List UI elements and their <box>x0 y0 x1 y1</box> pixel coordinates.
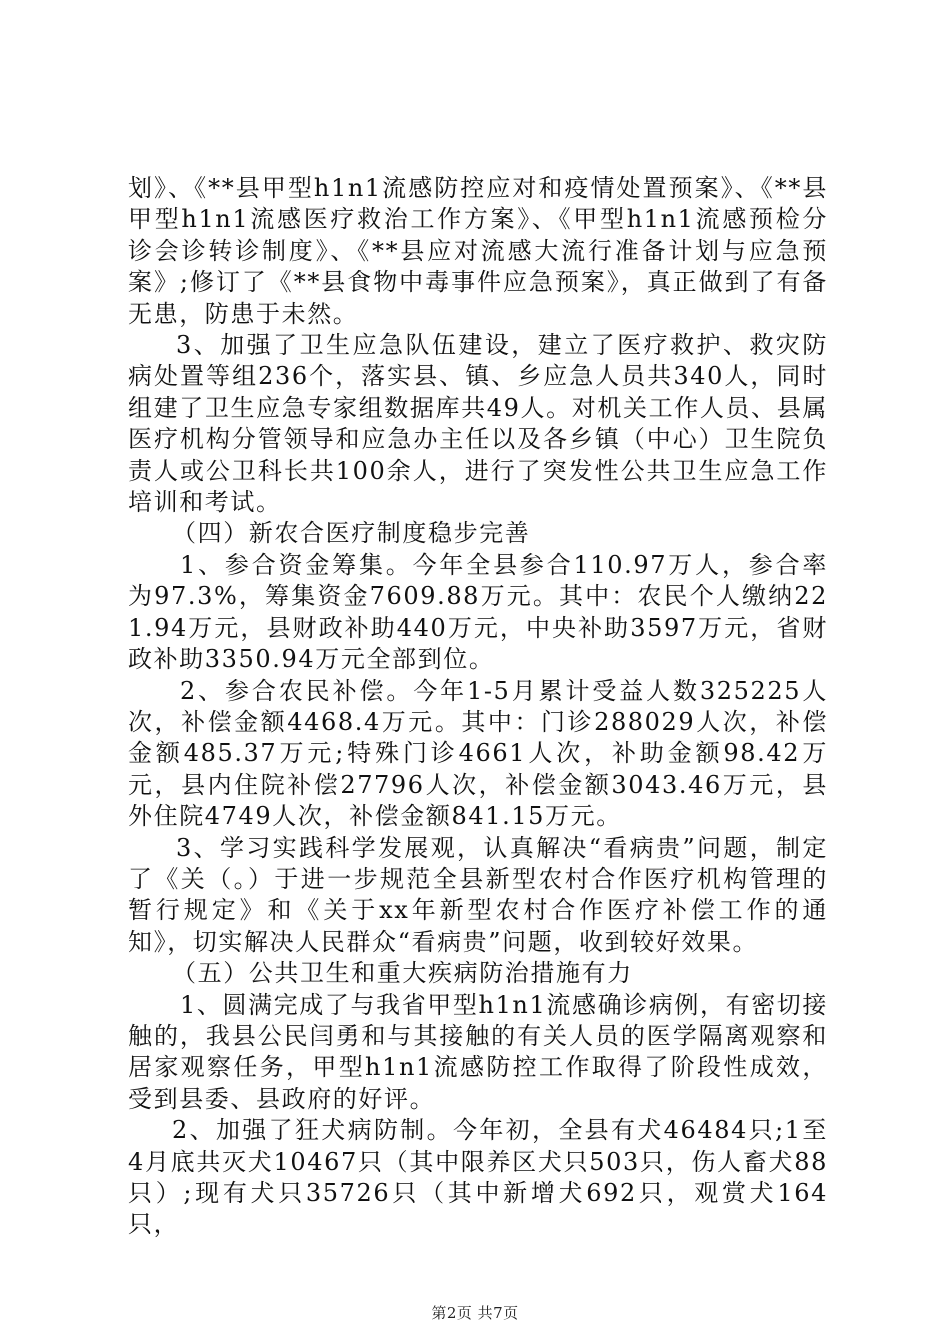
paragraph-rabies-control: 2、加强了狂犬病防制。今年初，全县有犬46484只;1至4月底共灭犬10467只（其中限养区犬只503只，伤人畜犬88只）;现有犬只35726只（其中新增犬692只，观赏犬164只， <box>128 1116 828 1239</box>
paragraph-emergency-team: 3、加强了卫生应急队伍建设，建立了医疗救护、救灾防病处置等组236个，落实县、镇、乡应急人员共340人，同时组建了卫生应急专家组数据库共49人。对机关工作人员、县属医疗机构分管领导和应急办主任以及各乡镇（中心）卫生院负责人或公卫科长共100余人，进行了突发性公共卫生应急工作培训和考试。 <box>128 331 828 517</box>
paragraph-compensation: 2、参合农民补偿。今年1-5月累计受益人数325225人次，补偿金额4468.4万元。其中：门诊288029人次，补偿金额485.37万元;特殊门诊4661人次，补助金额98.42万元，县内住院补偿27796人次，补偿金额3043.46万元，县外住院4749人次，补偿金额841.15万元。 <box>128 676 828 831</box>
document-body <box>128 173 828 1241</box>
page-number-footer: 第2页 共7页 <box>431 1304 519 1322</box>
paragraph-fund-raising: 1、参合资金筹集。今年全县参合110.97万人，参合率为97.3%，筹集资金7609.88万元。其中：农民个人缴纳221.94万元，县财政补助440万元，中央补助3597万元，省财政补助3350.94万元全部到位。 <box>128 550 828 674</box>
paragraph-h1n1-observation: 1、圆满完成了与我省甲型h1n1流感确诊病例，有密切接触的，我县公民闫勇和与其接触的有关人员的医学隔离观察和居家观察任务，甲型h1n1流感防控工作取得了阶段性成效，受到县委、县政府的好评。 <box>128 990 828 1113</box>
section-heading-4: （四）新农合医疗制度稳步完善 <box>172 519 531 548</box>
paragraph-scientific-development: 3、学习实践科学发展观，认真解决“看病贵”问题，制定了《关（。）于进一步规范全县新型农村合作医疗机构管理的暂行规定》和《关于xx年新型农村合作医疗补偿工作的通知》，切实解决人民群众“看病贵”问题，收到较好效果。 <box>128 833 828 956</box>
section-heading-5: （五）公共卫生和重大疾病防治措施有力 <box>172 959 633 988</box>
paragraph-plan-list: 划》、《**县甲型h1n1流感防控应对和疫情处置预案》、《**县甲型h1n1流感医疗救治工作方案》、《甲型h1n1流感预检分诊会诊转诊制度》、《**县应对流感大流行准备计划与应急预案》;修订了《**县食物中毒事件应急预案》，真正做到了有备无患，防患于未然。 <box>128 174 828 328</box>
